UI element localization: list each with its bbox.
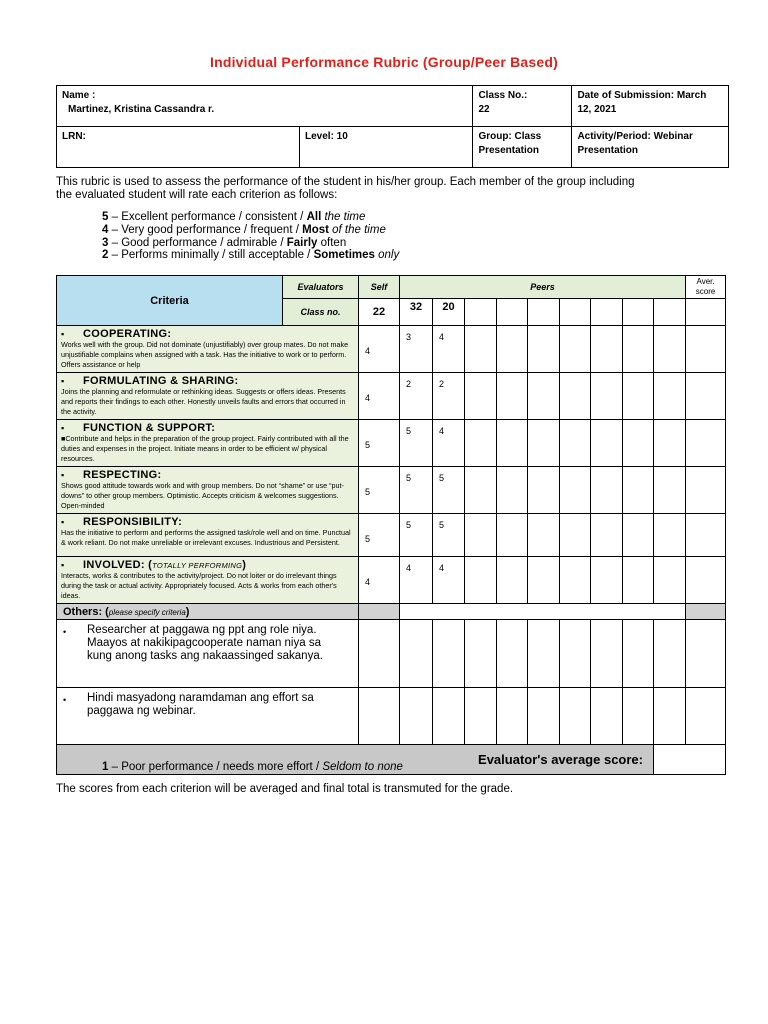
criterion-row — [57, 514, 726, 557]
scale-item-2: 2 – Performs minimally / still acceptable / Sometimes only — [102, 249, 400, 261]
criterion-description: Works well with the group. Did not dominate (unjustifiably) over group mates. Do not make unjustifiable complains when assigned with a task. Has the initiative to work or to perform. Offers assistance or help — [61, 340, 349, 369]
group-label: Group: Class — [478, 131, 542, 142]
scale-item-5: 5 – Excellent performance / consistent / All the time — [102, 211, 366, 223]
group-cell — [473, 127, 572, 168]
self-score: 4 — [359, 557, 400, 604]
name-cell — [57, 86, 473, 127]
bullet-icon: ▪ — [61, 423, 65, 433]
intro-line-1: This rubric is used to assess the performance of the student in his/her group. Each member of the group including — [56, 176, 635, 188]
class-no-value: 22 — [478, 104, 490, 115]
class-no-label: Class No.: — [478, 90, 528, 101]
level-cell: Level: 10 — [300, 127, 473, 168]
student-info-table — [56, 85, 729, 168]
bullet-icon: ▪ — [61, 560, 65, 570]
intro-line-2: the evaluated student will rate each criterion as follows: — [56, 189, 338, 201]
peer-score: 5 — [400, 467, 433, 514]
peer-score: 5 — [433, 467, 465, 514]
group-value: Presentation — [478, 145, 540, 156]
peer-score: 2 — [400, 373, 433, 420]
scale-item-1: 1 – Poor performance / needs more effort / Seldom to none — [102, 761, 403, 773]
bullet-icon: ▪ — [61, 376, 65, 386]
self-score: 4 — [359, 373, 400, 420]
evaluator-average-label: Evaluator's average score: — [57, 745, 654, 775]
self-score: 5 — [359, 467, 400, 514]
bullet-icon: ▪ — [61, 517, 65, 527]
self-class-no: 22 — [359, 299, 400, 326]
bullet-icon: ▪ — [61, 329, 65, 339]
peers-header: Peers — [400, 276, 686, 299]
activity-cell — [572, 127, 729, 168]
bullet-icon: ▪ — [61, 470, 65, 480]
criterion-cell: ▪ INVOLVED: (TOTALLY PERFORMING) Interacts, works & contributes to the activity/project. Do not loiter or do irrelevant things during the task or actual activity. Appropriately focused. Acts & works from each other's ideas. — [57, 557, 359, 604]
criterion-title: INVOLVED: ( — [83, 559, 153, 571]
peer-score: 4 — [433, 420, 465, 467]
criterion-cell — [57, 373, 359, 420]
criteria-header: Criteria — [57, 276, 283, 326]
others-label-cell: Others: (please specify criteria) — [57, 604, 359, 620]
lrn-cell: LRN: — [57, 127, 300, 168]
criterion-title: RESPONSIBILITY: — [83, 516, 183, 528]
criterion-title: FORMULATING & SHARING: — [83, 375, 239, 387]
criterion-cell — [57, 467, 359, 514]
criterion-title: COOPERATING: — [83, 328, 172, 340]
date-label: Date of Submission: March — [577, 90, 707, 101]
self-score: 4 — [359, 326, 400, 373]
date-cell — [572, 86, 729, 127]
criterion-row — [57, 557, 726, 604]
peer-class-no: 20 — [433, 299, 465, 326]
criterion-row — [57, 373, 726, 420]
criterion-description: Shows good attitude towards work and with group members. Do not “shame” or use “put-downs” to other group members. Optimistic. Accepts criticism & welcomes suggestions. Open-minded — [61, 481, 344, 510]
self-score: 5 — [359, 514, 400, 557]
criterion-row — [57, 326, 726, 373]
other-criterion-row — [57, 620, 726, 688]
self-header: Self — [359, 276, 400, 299]
other-criterion-cell — [57, 688, 359, 745]
activity-label: Activity/Period: Webinar — [577, 131, 693, 142]
criterion-row — [57, 467, 726, 514]
peer-score: 3 — [400, 326, 433, 373]
criterion-description: Has the initiative to perform and performs the assigned task/role well and on time. Punctual & work reliant. Do not make unreliable or irrelevant excuses. Industrious and Persistent. — [61, 528, 351, 547]
peer-score: 4 — [433, 557, 465, 604]
other-criterion-text: Hindi masyadong naramdaman ang effort sa paggawa ng webinar. — [87, 692, 314, 717]
average-score-header: Aver. score — [686, 276, 726, 299]
others-row — [57, 604, 726, 620]
name-value: Martinez, Kristina Cassandra r. — [68, 104, 215, 115]
other-criterion-cell — [57, 620, 359, 688]
evaluators-header: Evaluators — [283, 276, 359, 299]
name-label: Name : — [62, 90, 96, 101]
peer-score: 5 — [400, 420, 433, 467]
bullet-icon: • — [63, 627, 67, 637]
scale-item-3: 3 – Good performance / admirable / Fairly often — [102, 237, 347, 249]
bullet-icon: • — [63, 695, 67, 705]
self-score: 5 — [359, 420, 400, 467]
evaluator-average-field[interactable] — [654, 745, 726, 775]
other-criterion-text: Researcher at paggawa ng ppt ang role niya. Maayos at nakikipagcooperate naman niya sa kung anong tasks ang nakaassinged sakanya. — [87, 624, 323, 662]
page-title: Individual Performance Rubric (Group/Peer Based) — [209, 54, 558, 70]
criterion-row — [57, 420, 726, 467]
criterion-cell — [57, 514, 359, 557]
scale-item-4: 4 – Very good performance / frequent / Most of the time — [102, 224, 386, 236]
rubric-table — [56, 275, 726, 775]
criterion-title: RESPECTING: — [83, 469, 162, 481]
activity-value: Presentation — [577, 145, 639, 156]
criterion-title: FUNCTION & SUPPORT: — [83, 422, 216, 434]
other-criterion-row — [57, 688, 726, 745]
criterion-description: Joins the planning and reformulate or rethinking ideas. Suggests or offers ideas. Presents and reports their findings to each other. Honestly unveils faults and errors that occurred in the activity. — [61, 387, 346, 416]
intro-text — [56, 176, 726, 202]
peer-class-no: 32 — [400, 299, 433, 326]
date-value: 12, 2021 — [577, 104, 617, 115]
criterion-title-italic: TOTALLY PERFORMING — [152, 561, 243, 570]
peer-score: 2 — [433, 373, 465, 420]
peer-score: 5 — [433, 514, 465, 557]
class-no-cell — [473, 86, 572, 127]
class-no-header: Class no. — [283, 299, 359, 326]
footer-note: The scores from each criterion will be averaged and final total is transmuted for the grade. — [56, 783, 514, 795]
peer-score: 4 — [433, 326, 465, 373]
criterion-cell — [57, 326, 359, 373]
criterion-cell — [57, 420, 359, 467]
peer-score: 4 — [400, 557, 433, 604]
criterion-description: Interacts, works & contributes to the activity/project. Do not loiter or do irrelevant things during the task or actual activity. Appropriately focused. Acts & works from each other's ideas. — [61, 571, 337, 600]
peer-score: 5 — [400, 514, 433, 557]
criterion-description: ■Contribute and helps in the preparation of the group project. Fairly contributed with all the duties and expenses in the project. Initiate means in order to be efficient w/ physical resources. — [61, 434, 349, 463]
